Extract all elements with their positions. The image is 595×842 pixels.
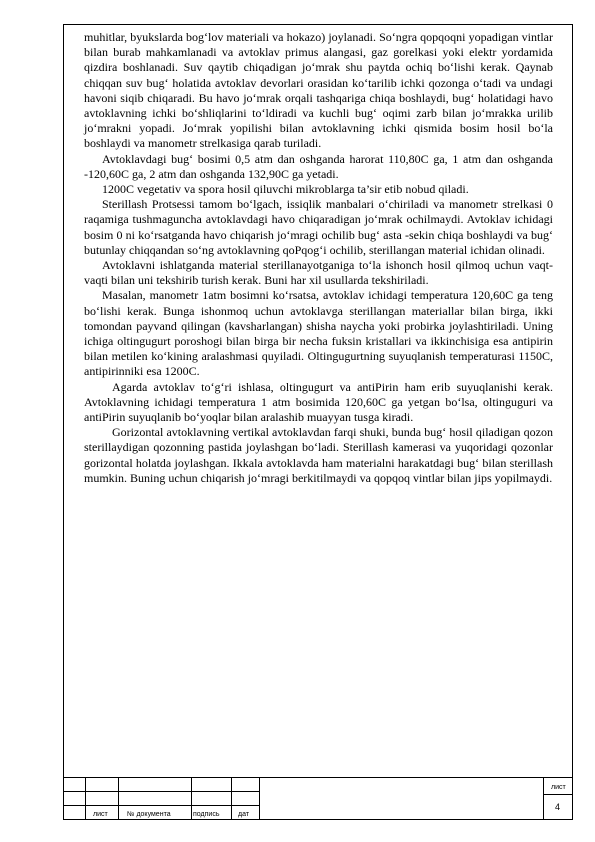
paragraph-5: Avtoklavni ishlatganda material sterillanayotganiga to‘la ishonch hosil qilmoq uchun vaqt-vaqti bilan uni tekshirib turish kerak. Buni har xil usullarda tekshiriladi.	[84, 258, 553, 288]
paragraph-3: 1200C vegetativ va spora hosil qiluvchi mikroblarga ta’sir etib nobud qiladi.	[102, 182, 469, 197]
title-block	[63, 777, 573, 820]
stamp-sheet-label: лист	[551, 784, 566, 791]
paragraph-6: Masalan, manometr 1atm bosimni ko‘rsatsa, avtoklav ichidagi temperatura 120,60C ga teng bo‘lishi kerak. Bunga ishonmoq uchun avtoklavga sterillangan materiallar bilan birga, ikki tomondan payvand qilingan (kavsharlangan) shisha naycha yoki probirka joylashtiriladi. Uning ichiga oltingugurt poroshogi bilan birga bir necha fuksin kristallari va ikkinchisiga esa antipirin bilan metilen ko‘kining aralashmasi quyiladi. Oltingugurtning suyuqlanish temperaturasi 1150C, antipirinniki esa 1200C.	[84, 288, 553, 379]
paragraph-4: Sterillash Protsessi tamom bo‘lgach, issiqlik manbalari o‘chiriladi va manometr strelkasi 0 raqamiga tushmaguncha avtoklavdagi havo chiqaradigan jo‘mrak ochilmaydi. Avtoklav ichidagi bosim 0 ni ko‘rsatganda havo chiqarish jo‘mragi ochilib bug‘ asta -sekin chiqa boshlaydi va bug‘ butunlay chiqqandan so‘ng avtoklavning qoPqog‘i ochilib, sterillangan material ichidan olinadi.	[84, 197, 553, 257]
stamp-doc-number-label: № документа	[127, 811, 171, 818]
paragraph-1: muhitlar, byukslarda bog‘lov materiali va hokazo) joylanadi. So‘ngra qopqoqni yopadigan vintlar bilan burab mahkamlanadi va avtoklav primus alangasi, gaz gorelkasi yoki elektr yordamida qizdira boshlanadi. Suv qaytib chiqadigan jo‘mrak shu paytda ochiq bo‘lishi kerak. Qaynab chiqqan suv bug‘ holatida avtoklav devorlari orasidan ko‘tarilib ichki qozonga o‘tadi va undagi havoni siqib chiqaradi. Bu havo jo‘mrak orqali tashqariga chiqa boshlaydi, bug‘ holatidagi havo avtoklavning ichki bo‘shliqlarini to‘ldiradi va kuchli bug‘ oqimi zarb bilan jo‘mrakka urilib jo‘mrakni yopadi. Jo‘mrak yopilishi bilan avtoklavning ichki qismida bosim hosil bo‘la boshlaydi va manometr strelkasiga qarab turiladi.	[84, 30, 553, 151]
document-body	[84, 30, 553, 486]
paragraph-7: Agarda avtoklav to‘g‘ri ishlasa, oltingugurt va antiPirin ham erib suyuqlanishi kerak. Avtoklavning ichidagi temperatura 1 atm bosimida 120,60C ga yetgan bo‘lsa, oltinguguri va antiPirin suyuqlanib bo‘yoqlar bilan aralashib muayyan tusga kiradi.	[84, 379, 553, 425]
paragraph-2: Avtoklavdagi bug‘ bosimi 0,5 atm dan oshganda harorat 110,80C ga, 1 atm dan oshganda -120,60C ga, 2 atm dan oshganda 132,90C ga yetadi.	[84, 151, 553, 181]
stamp-date-label: дат	[238, 811, 250, 818]
paragraph-8: Gorizontal avtoklavning vertikal avtoklavdan farqi shuki, bunda bug‘ hosil qiladigan qozon sterillaydigan qozonning pastida joylashgan bo‘ladi. Sterillash kamerasi va yuqoridagi qozonlar gorizontal holatda joylashgan. Ikkala avtoklavda ham materialni harakatdagi bug‘ bilan sterillash mumkin. Buning uchun chiqarish jo‘mragi berkitilmaydi va qopqoq vintlar bilan jips yopilmaydi.	[84, 425, 553, 485]
stamp-signature-label: подпись	[193, 811, 220, 818]
page-number: 4	[555, 802, 561, 812]
stamp-list-label: лист	[93, 811, 108, 818]
